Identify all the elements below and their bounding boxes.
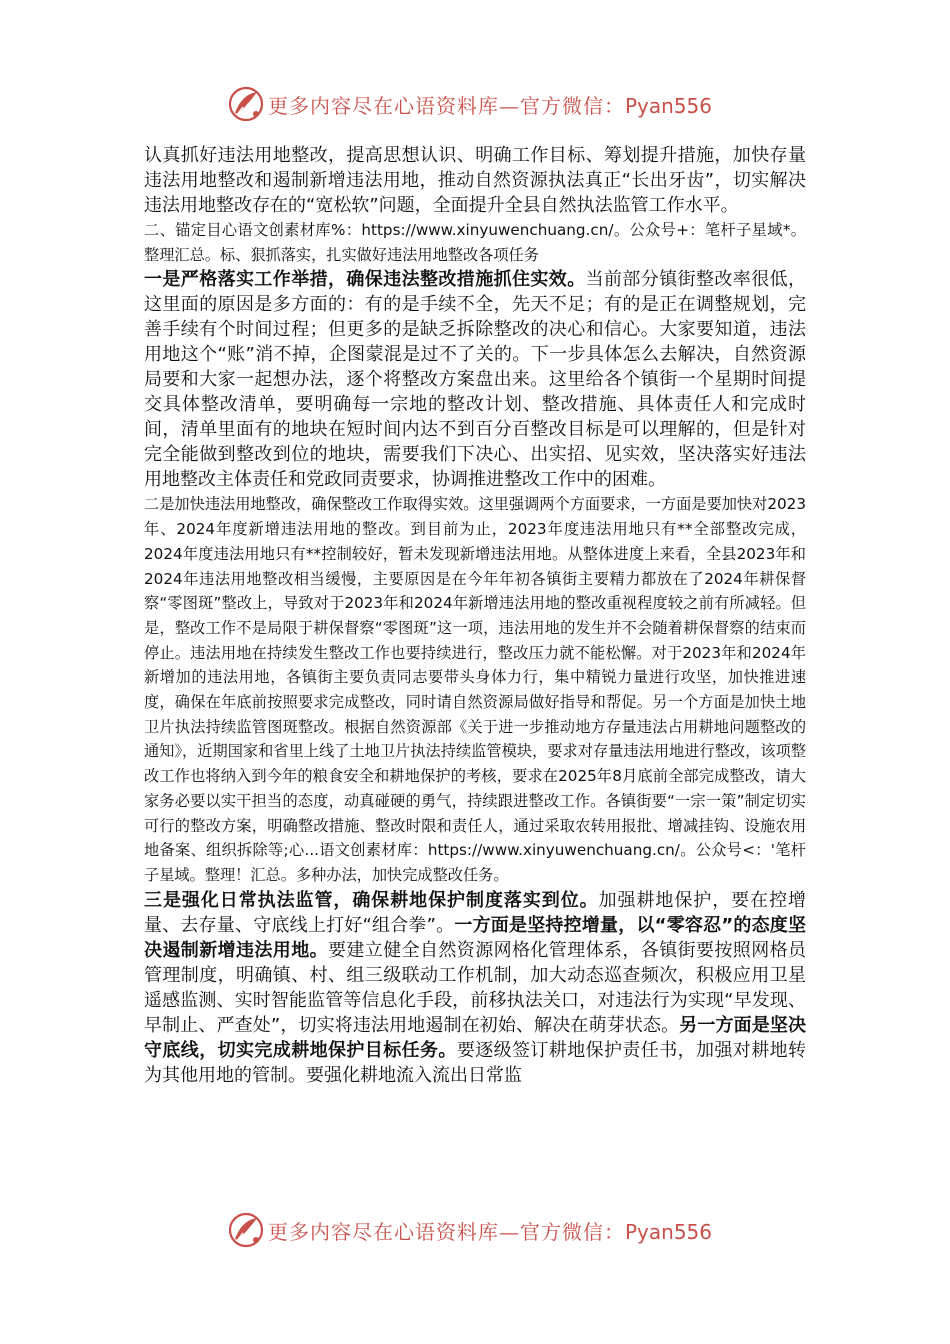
measure-three-text-3: 要逐级签订耕地保护责任书，加强对耕地转为其他用地的管制。要强化耕地流入流出日常监 (144, 1039, 807, 1086)
measure-three-subheading-2: 另一方面是坚决守底线，切实完成耕地保护目标任务。 (144, 1014, 806, 1061)
measure-three-heading: 三是强化日常执法监管，确保耕地保护制度落实到位。 (144, 889, 599, 911)
footer-banner (0, 1206, 950, 1254)
measure-three-text-2: 要建立健全自然资源网格化管理体系，各镇街要按照网格员管理制度，明确镇、村、组三级联动工作机制，加大动态巡查频次，积极应用卫星遥感监测、实时智能监管等信息化手段，前移执法关口，对违法行为实现“早发现、早制止、严查处”，切实将违法用地遏制在初始、解决在萌芽状态。 (144, 939, 806, 1036)
paragraph-section-two-heading: 二、锚定目心语文创素材库%：https://www.xinyuwenchuang.cn/。公众号+：笔杆子星域*。整理汇总。标、狠抓落实，扎实做好违法用地整改各项任务 (144, 221, 806, 264)
header-banner (0, 80, 950, 128)
pen-logo-icon (226, 1210, 266, 1250)
measure-three-text-1: 加强耕地保护，要在控增量、去存量、守底线上打好“组合拳”。 (144, 889, 807, 936)
banner-text: 更多内容尽在心语资料库—官方微信：Pyan556 (268, 1220, 713, 1244)
paragraph-measure-two: 二是加快违法用地整改，确保整改工作取得实效。这里强调两个方面要求，一方面是要加快对2023年、2024年度新增违法用地的整改。到目前为止，2023年度违法用地只有**全部整改完成，2024年度违法用地只有**控制较好，暂未发现新增违法用地。从整体进度上来看，全县2023年和2024年违法用地整改相当缓慢，主要原因是在今年年初各镇街主要精力都放在了2024年耕保督察“零图斑”整改上，导致对于2023年和2024年新增违法用地的整改重视程度较之前有所减轻。但是，整改工作不是局限于耕保督察“零图斑”这一项，违法用地的发生并不会随着耕保督察的结束而停止。违法用地在持续发生整改工作也要持续进行，整改压力就不能松懈。对于2023年和2024年新增加的违法用地，各镇街主要负责同志要带头身体力行，集中精锐力量进行攻坚，加快推进速度，确保在年底前按照要求完成整改，同时请自然资源局做好指导和帮促。另一个方面是加快土地卫片执法持续监管图斑整改。根据自然资源部《关于进一步推动地方存量违法占用耕地问题整改的通知》，近期国家和省里上线了土地卫片执法持续监管模块，要求对存量违法用地进行整改，该项整改工作也将纳入到今年的粮食安全和耕地保护的考核，要求在2025年8月底前全部完成整改，请大家务必要以实干担当的态度，动真碰硬的勇气，持续跟进整改工作。各镇街要“一宗一策”制定切实可行的整改方案，明确整改措施、整改时限和责任人，通过采取农转用报批、增减挂钩、设施农用地备案、组织拆除等;心...语文创素材库：https://www.xinyuwenchuang.cn/。公众号<：'笔杆子星域。整理！汇总。多种办法，加快完成整改任务。 (144, 495, 806, 884)
banner-text: 更多内容尽在心语资料库—官方微信：Pyan556 (268, 94, 713, 118)
paragraph-intro: 认真抓好违法用地整改，提高思想认识、明确工作目标、筹划提升措施，加快存量违法用地整改和遏制新增违法用地，推动自然资源执法真正“长出牙齿”，切实解决违法用地整改存在的“宽松软”问题，全面提升全县自然执法监管工作水平。 (144, 145, 806, 216)
measure-three-subheading-1: 一方面是坚持控增量，以“零容忍”的态度坚决遏制新增违法用地。 (144, 914, 806, 961)
paragraph-measure-one (144, 267, 806, 492)
measure-one-heading: 一是严格落实工作举措，确保违法整改措施抓住实效。 (144, 269, 586, 291)
pen-logo-icon (226, 84, 266, 124)
document-body (144, 143, 806, 1088)
measure-one-text: 当前部分镇街整改率很低，这里面的原因是多方面的：有的是手续不全，先天不足；有的是正在调整规划，完善手续有个时间过程；但更多的是缺乏拆除整改的决心和信心。大家要知道，违法用地这个“账”消不掉，企图蒙混是过不了关的。下一步具体怎么去解决，自然资源局要和大家一起想办法，逐个将整改方案盘出来。这里给各个镇街一个星期时间提交具体整改清单，要明确每一宗地的整改计划、整改措施、具体责任人和完成时间，清单里面有的地块在短时间内达不到百分百整改目标是可以理解的，但是针对完全能做到整改到位的地块，需要我们下决心、出实招、见实效，坚决落实好违法用地整改主体责任和党政同责要求，协调推进整改工作中的困难。 (144, 269, 807, 491)
paragraph-measure-three (144, 888, 806, 1088)
